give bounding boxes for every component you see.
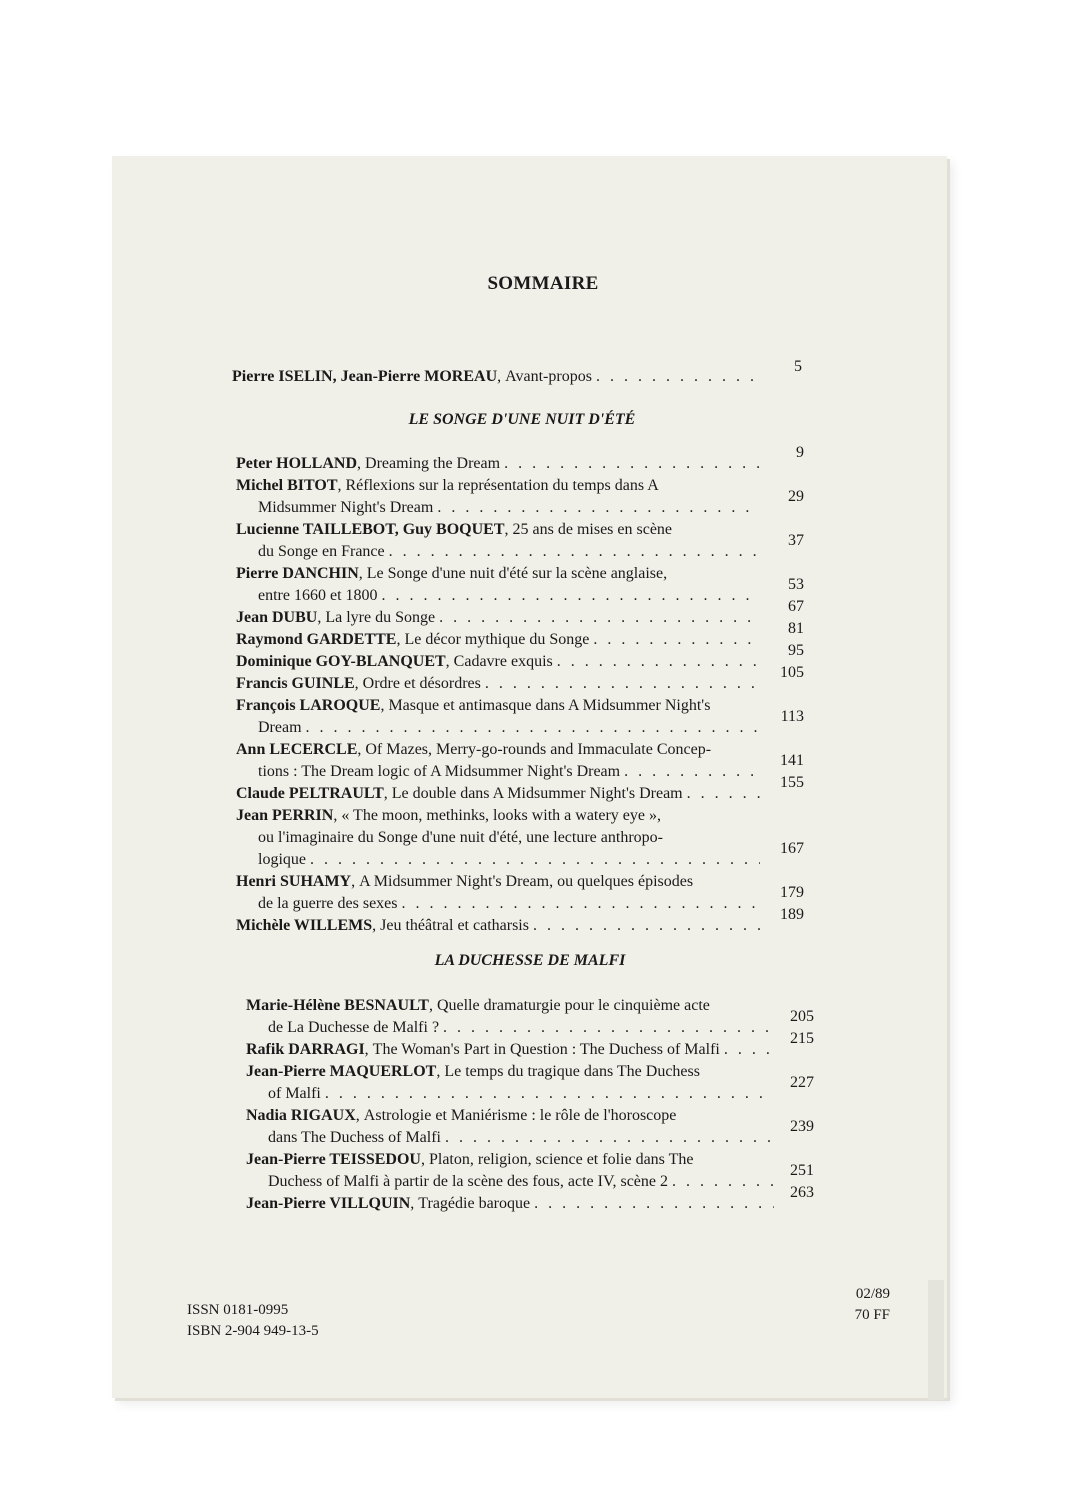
entry-title: « The moon, methinks, looks with a watery eye », — [341, 807, 661, 824]
page-number: 5 — [794, 358, 802, 375]
page-number: 81 — [788, 620, 804, 637]
page-number: 189 — [780, 906, 804, 923]
entry-author: Jean DUBU — [236, 609, 318, 626]
issn-block — [187, 1300, 319, 1342]
entry-line: Jean-Pierre MAQUERLOT , Le temps du tragique dans The Duchess — [246, 1061, 774, 1083]
toc-entry — [246, 1039, 774, 1061]
entry-title: Le temps du tragique dans The Duchess — [444, 1063, 700, 1080]
entry-line: Michèle WILLEMS , Jeu théâtral et catharsis . . . — [236, 915, 760, 937]
page-number: 105 — [780, 664, 804, 681]
leader-dots — [534, 1193, 774, 1215]
leader-dots — [389, 541, 760, 563]
entry-title: Le décor mythique du Songe — [404, 631, 590, 648]
toc-entry — [236, 629, 760, 651]
entry-line: Pierre DANCHIN , Le Songe d'une nuit d'été sur la scène anglaise, — [236, 563, 760, 585]
toc-entry — [236, 805, 760, 871]
toc-entry — [236, 453, 760, 475]
leader-dots — [306, 717, 760, 739]
leader-dots — [402, 893, 761, 915]
entry-title: Duchess of Malfi à partir de la scène des fous, acte IV, scène 2 — [268, 1173, 668, 1190]
page-title: SOMMAIRE — [487, 273, 599, 294]
entry-title: Jeu théâtral et catharsis — [380, 917, 529, 934]
entry-line: Michel BITOT , Réflexions sur la représentation du temps dans A — [236, 475, 760, 497]
entry-title: de La Duchesse de Malfi ? — [268, 1019, 440, 1036]
entry-author: Henri SUHAMY — [236, 873, 352, 890]
entry-title: Platon, religion, science et folie dans The — [428, 1151, 694, 1168]
entry-line: Francis GUINLE , Ordre et désordres . . . — [236, 673, 760, 695]
price: 70 FF — [854, 1307, 890, 1323]
entry-title: A Midsummer Night's Dream, ou quelques épisodes — [359, 873, 694, 890]
entry-line: Jean DUBU , La lyre du Songe . . . — [236, 607, 760, 629]
entry-author: Rafik DARRAGI — [246, 1041, 365, 1058]
entry-title: de la guerre des sexes — [258, 895, 398, 912]
entry-author: Nadia RIGAUX — [246, 1107, 356, 1124]
leader-dots — [443, 1017, 774, 1039]
entry-line — [236, 717, 760, 739]
page-number: 179 — [780, 884, 804, 901]
page-number: 205 — [790, 1008, 814, 1025]
entry-title: The Woman's Part in Question : The Duchess of Malfi — [372, 1041, 720, 1058]
page-number: 227 — [790, 1074, 814, 1091]
leader-dots — [485, 673, 760, 695]
entry-title: Tragédie baroque — [418, 1195, 531, 1212]
entry-line — [246, 1127, 774, 1149]
entry-line — [236, 893, 760, 915]
entry-title: logique — [258, 851, 306, 868]
leader-dots — [724, 1039, 774, 1061]
entry-line — [236, 585, 760, 607]
leader-dots — [437, 497, 760, 519]
page-number: 53 — [788, 576, 804, 593]
entry-title: Ordre et désordres — [362, 675, 481, 692]
leader-dots — [382, 585, 760, 607]
entry-author: Jean PERRIN — [236, 807, 334, 824]
toc-entry-intro: Pierre ISELIN, Jean-Pierre MOREAU , Avant-propos . . . — [232, 366, 762, 388]
toc-entry — [246, 1105, 774, 1149]
entry-title: Masque et antimasque dans A Midsummer Night's — [388, 697, 711, 714]
page-number: 29 — [788, 488, 804, 505]
entry-line — [236, 541, 760, 563]
entry-line: Henri SUHAMY , A Midsummer Night's Dream, ou quelques épisodes — [236, 871, 760, 893]
toc-entry — [236, 871, 760, 915]
entry-title: dans The Duchess of Malfi — [268, 1129, 441, 1146]
section-heading-malfi: LA DUCHESSE DE MALFI — [434, 952, 626, 969]
entry-author: Pierre ISELIN, Jean-Pierre MOREAU — [232, 368, 498, 385]
entry-author: Francis GUINLE — [236, 675, 355, 692]
cover-edge — [928, 1280, 944, 1400]
publication-date: 02/89 — [855, 1286, 890, 1302]
entry-author: Claude PELTRAULT — [236, 785, 384, 802]
entry-author: Jean-Pierre VILLQUIN — [246, 1195, 411, 1212]
toc-entry — [236, 915, 760, 937]
leader-dots — [557, 651, 760, 673]
leader-dots — [596, 366, 762, 388]
page-number: 239 — [790, 1118, 814, 1135]
entry-author: Lucienne TAILLEBOT, Guy BOQUET — [236, 521, 505, 538]
entry-author: Pierre DANCHIN — [236, 565, 359, 582]
entry-author: Raymond GARDETTE — [236, 631, 397, 648]
leader-dots — [310, 849, 760, 871]
page-number: 167 — [780, 840, 804, 857]
entry-line: Jean-Pierre TEISSEDOU , Platon, religion, science et folie dans The — [246, 1149, 774, 1171]
entry-author: Michel BITOT — [236, 477, 338, 494]
leader-dots — [504, 453, 760, 475]
entry-title: entre 1660 et 1800 — [258, 587, 378, 604]
page-number: 67 — [788, 598, 804, 615]
entry-title: of Malfi — [268, 1085, 321, 1102]
entry-author: Dominique GOY-BLANQUET — [236, 653, 446, 670]
toc-entry — [246, 1193, 774, 1215]
entry-author: Jean-Pierre TEISSEDOU — [246, 1151, 421, 1168]
entry-title: 25 ans de mises en scène — [512, 521, 673, 538]
entry-line: Claude PELTRAULT , Le double dans A Midsummer Night's Dream . . . — [236, 783, 760, 805]
entry-title: Dreaming the Dream — [365, 455, 501, 472]
entry-line: François LAROQUE , Masque et antimasque dans A Midsummer Night's — [236, 695, 760, 717]
toc-entry — [236, 651, 760, 673]
leader-dots — [624, 761, 760, 783]
entry-line: Nadia RIGAUX , Astrologie et Maniérisme : le rôle de l'horoscope — [246, 1105, 774, 1127]
entry-line — [246, 1171, 774, 1193]
leader-dots — [325, 1083, 774, 1105]
entry-title: Cadavre exquis — [453, 653, 553, 670]
page-number: 9 — [796, 444, 804, 461]
entry-line: Jean-Pierre VILLQUIN , Tragédie baroque . . . — [246, 1193, 774, 1215]
entry-line — [246, 1017, 774, 1039]
entry-line: Jean PERRIN , « The moon, methinks, looks with a watery eye », — [236, 805, 760, 827]
entry-author: Michèle WILLEMS — [236, 917, 373, 934]
entry-title: du Songe en France — [258, 543, 385, 560]
page-number: 113 — [780, 708, 804, 725]
entry-author: Peter HOLLAND — [236, 455, 358, 472]
entry-title: La lyre du Songe — [325, 609, 436, 626]
toc-entry — [246, 1061, 774, 1105]
page-number: 155 — [780, 774, 804, 791]
entry-author: Marie-Hélène BESNAULT — [246, 997, 429, 1014]
leader-dots — [687, 783, 760, 805]
entry-line — [246, 1083, 774, 1105]
toc-entry — [236, 563, 760, 607]
entry-line — [236, 761, 760, 783]
entry-line: Ann LECERCLE , Of Mazes, Merry-go-rounds and Immaculate Concep- — [236, 739, 760, 761]
section-heading-songe: LE SONGE D'UNE NUIT D'ÉTÉ — [408, 411, 636, 428]
entry-title: ou l'imaginaire du Songe d'une nuit d'été, une lecture anthropo- — [258, 829, 663, 846]
toc-entry — [236, 475, 760, 519]
entry-line — [236, 497, 760, 519]
entry-line: Peter HOLLAND , Dreaming the Dream . . . — [236, 453, 760, 475]
entry-line — [236, 827, 760, 849]
entry-title: Le double dans A Midsummer Night's Dream — [391, 785, 683, 802]
entry-author: Jean-Pierre MAQUERLOT — [246, 1063, 437, 1080]
leader-dots — [445, 1127, 774, 1149]
page-number: 215 — [790, 1030, 814, 1047]
page-number: 37 — [788, 532, 804, 549]
leader-dots — [593, 629, 760, 651]
entry-title: tions : The Dream logic of A Midsummer Night's Dream — [258, 763, 621, 780]
entry-title: Quelle dramaturgie pour le cinquième acte — [436, 997, 710, 1014]
leader-dots — [439, 607, 760, 629]
entry-line: Rafik DARRAGI , The Woman's Part in Question : The Duchess of Malfi . . . — [246, 1039, 774, 1061]
leader-dots — [672, 1171, 774, 1193]
entry-line: Marie-Hélène BESNAULT , Quelle dramaturgie pour le cinquième acte — [246, 995, 774, 1017]
toc-entry — [236, 607, 760, 629]
entry-line: Raymond GARDETTE , Le décor mythique du Songe . . . — [236, 629, 760, 651]
entry-author: Ann LECERCLE — [236, 741, 358, 758]
date-price-block — [820, 1284, 890, 1326]
entry-title: Of Mazes, Merry-go-rounds and Immaculate Concep- — [365, 741, 712, 758]
page-number: 95 — [788, 642, 804, 659]
toc-entry — [236, 739, 760, 783]
page-number: 141 — [780, 752, 804, 769]
entry-line: Lucienne TAILLEBOT, Guy BOQUET , 25 ans de mises en scène — [236, 519, 760, 541]
entry-title: Avant-propos — [505, 368, 592, 385]
entry-title: Le Songe d'une nuit d'été sur la scène anglaise, — [366, 565, 668, 582]
isbn: ISBN 2-904 949-13-5 — [187, 1323, 319, 1339]
entry-author: François LAROQUE — [236, 697, 381, 714]
toc-entry — [246, 995, 774, 1039]
entry-title: Astrologie et Maniérisme : le rôle de l'horoscope — [363, 1107, 677, 1124]
page-number: 263 — [790, 1184, 814, 1201]
entry-title: Midsummer Night's Dream — [258, 499, 434, 516]
entry-line — [236, 849, 760, 871]
page-number: 251 — [790, 1162, 814, 1179]
toc-entry — [236, 519, 760, 563]
toc-entry — [236, 695, 760, 739]
entry-line: Dominique GOY-BLANQUET , Cadavre exquis . . . — [236, 651, 760, 673]
leader-dots — [533, 915, 760, 937]
toc-entry — [236, 783, 760, 805]
entry-title: Réflexions sur la représentation du temps dans A — [345, 477, 659, 494]
toc-entry — [246, 1149, 774, 1193]
toc-entry — [236, 673, 760, 695]
entry-title: Dream — [258, 719, 302, 736]
issn: ISSN 0181-0995 — [187, 1302, 289, 1318]
